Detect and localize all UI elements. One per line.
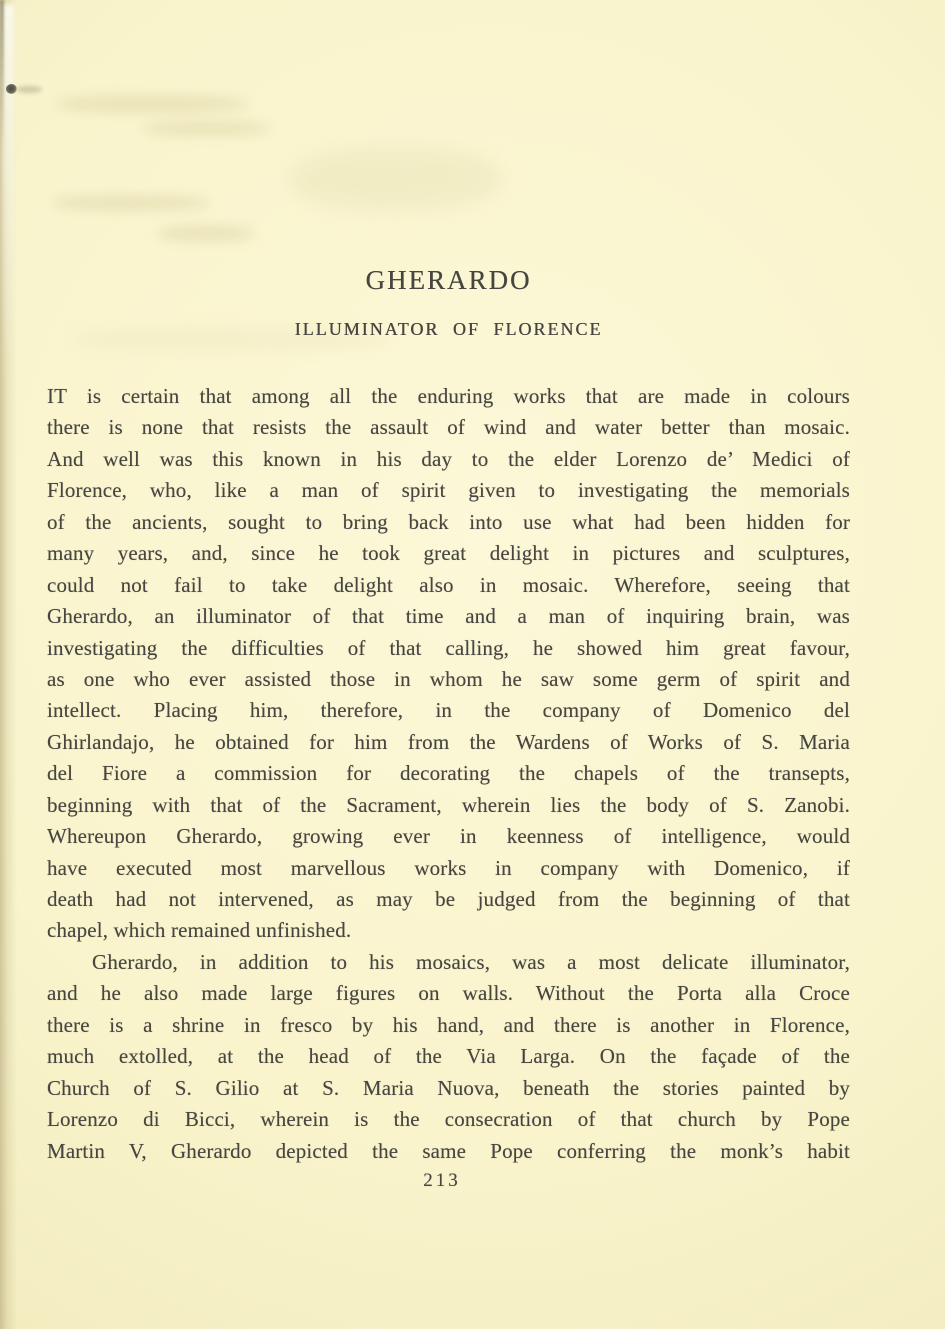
scan-smudge [58,96,248,112]
chapter-subtitle: ILLUMINATOR OF FLORENCE [294,319,603,339]
text-line: death had not intervened, as may be judged from the beginning of that [47,887,850,911]
text-line: there is none that resists the assault of wind and water better than mosaic. [47,415,850,440]
chapter-title: GHERARDO [365,265,532,295]
text-line: del Fiore a commission for decorating the chapels of the transepts, [47,761,850,786]
text-line: of the ancients, sought to bring back into use what had been hidden for [47,509,850,534]
text-line: Ghirlandajo, he obtained for him from the Wardens of Works of S. Maria [47,729,850,754]
scan-smudge [52,196,210,210]
text-line: could not fail to take delight also in mosaic. Wherefore, seeing that [47,572,850,597]
text-line: have executed most marvellous works in company with Domenico, if [47,855,850,880]
scan-corner-artifact [0,0,4,150]
text-line: IT is certain that among all the enduring works that are made in colours [47,384,850,408]
text-line: as one who ever assisted those in whom he saw some germ of spirit and [47,666,850,691]
text-line: much extolled, at the head of the Via Larga. On the façade of the [47,1044,850,1069]
text-line: Lorenzo di Bicci, wherein is the consecration of that church by Pope [47,1107,850,1132]
text-line: Church of S. Gilio at S. Maria Nuova, beneath the stories painted by [47,1075,850,1100]
text-line: Martin V, Gherardo depicted the same Pope conferring the monk’s habit [47,1138,850,1163]
scan-smudge [142,122,270,135]
text-line: beginning with that of the Sacrament, wherein lies the body of S. Zanobi. [47,792,850,817]
body-text [47,381,850,1167]
text-line: many years, and, since he took great delight in pictures and sculptures, [47,541,850,566]
text-line: Gherardo, in addition to his mosaics, was a most delicate illuminator, [92,949,850,974]
ink-speck-tail [16,86,42,93]
text-line: Whereupon Gherardo, growing ever in keenness of intelligence, would [47,824,850,849]
text-line: there is a shrine in fresco by his hand, and there is another in Florence, [47,1012,850,1037]
text-line: Florence, who, like a man of spirit given to investigating the memorials [47,478,850,503]
text-line: Gherardo, an illuminator of that time and a man of inquiring brain, was [47,604,850,629]
text-line: investigating the difficulties of that calling, he showed him great favour, [47,635,850,660]
text-line: intellect. Placing him, therefore, in the company of Domenico del [47,698,850,723]
text-line: and he also made large figures on walls. Without the Porta alla Croce [47,981,850,1006]
text-line: chapel, which remained unfinished. [47,918,352,943]
text-line: And well was this known in his day to the elder Lorenzo de’ Medici of [47,446,850,471]
scan-smudge [290,148,500,210]
scan-smudge [158,226,254,241]
page-number: 213 [423,1170,461,1191]
